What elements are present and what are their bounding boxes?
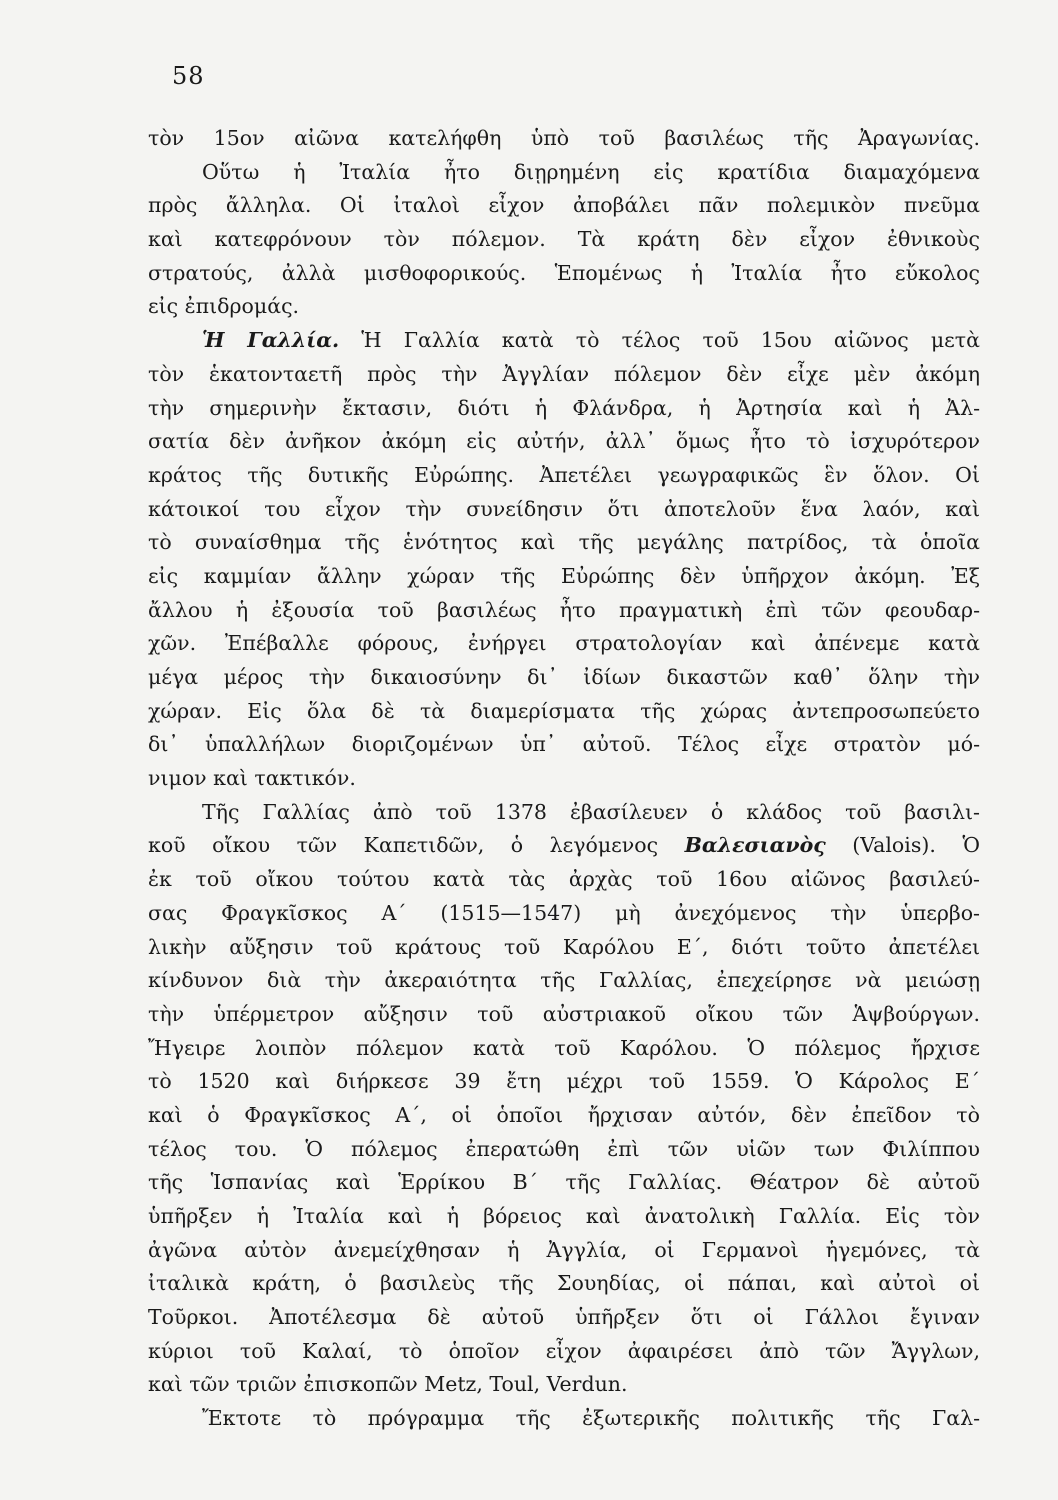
line-text: τὴν ὑπέρμετρον αὔξησιν τοῦ αὐστριακοῦ οἴκου τῶν Ἁψβούργων. — [148, 1001, 980, 1026]
line-text: νιμον καὶ τακτικόν. — [148, 766, 356, 791]
text-line — [148, 358, 980, 392]
text-line — [148, 1335, 980, 1369]
line-text: Ἔκτοτε τὸ πρόγραμμα τῆς ἐξωτερικῆς πολιτικῆς τῆς Γαλ- — [202, 1406, 980, 1431]
text-line — [148, 661, 980, 695]
line-text: λικὴν αὔξησιν τοῦ κράτους τοῦ Καρόλου Ε΄, διότι τοῦτο ἀπετέλει — [148, 934, 980, 959]
line-text: τὸν ἑκατονταετῆ πρὸς τὴν Ἀγγλίαν πόλεμον δὲν εἶχε μὲν ἀκόμη — [148, 361, 980, 386]
text-line — [148, 189, 980, 223]
line-text: Ἤγειρε λοιπὸν πόλεμον κατὰ τοῦ Καρόλου. Ὁ πόλεμος ἤρχισε — [148, 1035, 980, 1060]
text-line — [148, 560, 980, 594]
text-line — [148, 425, 980, 459]
text-line — [148, 392, 980, 426]
text-line — [148, 1200, 980, 1234]
line-text: ἰταλικὰ κράτη, ὁ βασιλεὺς τῆς Σουηδίας, οἱ πάπαι, καὶ αὐτοὶ οἱ — [148, 1271, 980, 1296]
line-text: καὶ τῶν τριῶν ἐπισκοπῶν Metz, Toul, Verdun. — [148, 1372, 628, 1397]
text-line — [148, 931, 980, 965]
page-number: 58 — [172, 62, 205, 90]
line-text: καὶ ὁ Φραγκῖσκος Α΄, οἱ ὁποῖοι ἤρχισαν αὐτόν, δὲν ἐπεῖδον τὸ — [148, 1102, 980, 1127]
text-line — [148, 493, 980, 527]
line-text: τὴν σημερινὴν ἔκτασιν, διότι ἡ Φλάνδρα, ἡ Ἀρτησία καὶ ἡ Ἀλ- — [148, 395, 980, 420]
line-text: κίνδυνον διὰ τὴν ἀκεραιότητα τῆς Γαλλίας, ἐπεχείρησε νὰ μειώσῃ — [148, 968, 980, 993]
line-text: στρατούς, ἀλλὰ μισθοφορικούς. Ἑπομένως ἡ Ἰταλία ἦτο εὔκολος — [148, 260, 980, 285]
text-line — [148, 695, 980, 729]
emphasized-name: Βαλεσιανὸς — [684, 833, 826, 858]
text-line — [148, 1368, 980, 1402]
text-line — [148, 1301, 980, 1335]
text-line — [148, 1234, 980, 1268]
line-text: χώραν. Εἰς ὅλα δὲ τὰ διαμερίσματα τῆς χώρας ἀντεπροσωπεύετο — [148, 698, 980, 723]
line-text: Οὕτω ἡ Ἰταλία ἦτο διῃρημένη εἰς κρατίδια διαμαχόμενα — [202, 159, 980, 184]
line-text: κάτοικοί του εἶχον τὴν συνείδησιν ὅτι ἀποτελοῦν ἕνα λαόν, καὶ — [148, 496, 980, 521]
text-line — [148, 594, 980, 628]
line-text: ἄλλου ἡ ἐξουσία τοῦ βασιλέως ἦτο πραγματικὴ ἐπὶ τῶν φεουδαρ- — [148, 597, 980, 622]
text-line — [148, 762, 980, 796]
line-text: τὸ συναίσθημα τῆς ἑνότητος καὶ τῆς μεγάλης πατρίδος, τὰ ὁποῖα — [148, 530, 980, 555]
line-text: χῶν. Ἐπέβαλλε φόρους, ἐνήργει στρατολογίαν καὶ ἀπένεμε κατὰ — [148, 631, 980, 656]
text-line — [148, 897, 980, 931]
line-text: τῆς Ἱσπανίας καὶ Ἑρρίκου Β΄ τῆς Γαλλίας. Θέατρον δὲ αὐτοῦ — [148, 1170, 980, 1195]
text-line — [148, 257, 980, 291]
line-text: εἰς ἐπιδρομάς. — [148, 294, 300, 319]
text-line — [148, 964, 980, 998]
body-text — [148, 122, 980, 1436]
text-line — [148, 796, 980, 830]
text-line — [148, 1267, 980, 1301]
text-line — [148, 122, 980, 156]
section-heading: Ἡ Γαλλία. — [202, 328, 340, 353]
text-line — [148, 829, 980, 863]
line-text: σατία δὲν ἀνῆκον ἀκόμη εἰς αὐτήν, ἀλλ᾿ ὅμως ἦτο τὸ ἰσχυρότερον — [148, 429, 980, 454]
text-line — [148, 1032, 980, 1066]
text-line — [148, 290, 980, 324]
text-line — [148, 156, 980, 190]
text-line — [148, 223, 980, 257]
line-text: εἰς καμμίαν ἄλλην χώραν τῆς Εὐρώπης δὲν ὑπῆρχον ἀκόμη. Ἐξ — [148, 563, 980, 588]
line-text: κράτος τῆς δυτικῆς Εὐρώπης. Ἀπετέλει γεωγραφικῶς ἓν ὅλον. Οἱ — [148, 462, 980, 487]
text-line — [148, 324, 980, 358]
line-text: Τῆς Γαλλίας ἀπὸ τοῦ 1378 ἐβασίλευεν ὁ κλάδος τοῦ βασιλι- — [202, 799, 980, 824]
line-text: καὶ κατεφρόνουν τὸν πόλεμον. Τὰ κράτη δὲν εἶχον ἐθνικοὺς — [148, 227, 980, 252]
line-text: τέλος του. Ὁ πόλεμος ἐπερατώθη ἐπὶ τῶν υἱῶν των Φιλίππου — [148, 1136, 980, 1161]
line-text: κύριοι τοῦ Καλαί, τὸ ὁποῖον εἶχον ἀφαιρέσει ἀπὸ τῶν Ἄγγλων, — [148, 1338, 980, 1363]
line-text: ἐκ τοῦ οἴκου τούτου κατὰ τὰς ἀρχὰς τοῦ 16ου αἰῶνος βασιλεύ- — [148, 867, 980, 892]
line-text: Ἡ Γαλλία κατὰ τὸ τέλος τοῦ 15ου αἰῶνος μετὰ — [339, 328, 980, 353]
line-text: τὸ 1520 καὶ διήρκεσε 39 ἔτη μέχρι τοῦ 1559. Ὁ Κάρολος Ε΄ — [148, 1069, 980, 1094]
text-line — [148, 1099, 980, 1133]
line-text: Τοῦρκοι. Ἀποτέλεσμα δὲ αὐτοῦ ὑπῆρξεν ὅτι οἱ Γάλλοι ἔγιναν — [148, 1305, 980, 1330]
text-line — [148, 459, 980, 493]
line-text: δι᾿ ὑπαλλήλων διοριζομένων ὑπ᾿ αὐτοῦ. Τέλος εἶχε στρατὸν μό- — [148, 732, 980, 757]
line-text: τὸν 15ον αἰῶνα κατελήφθη ὑπὸ τοῦ βασιλέως τῆς Ἀραγωνίας. — [148, 126, 980, 150]
line-text: ὑπῆρξεν ἡ Ἰταλία καὶ ἡ βόρειος καὶ ἀνατολικὴ Γαλλία. Εἰς τὸν — [148, 1204, 980, 1228]
text-line — [148, 728, 980, 762]
line-text-continued: (Valois). Ὁ — [825, 833, 980, 858]
text-line — [148, 863, 980, 897]
text-line — [148, 1065, 980, 1099]
line-text: πρὸς ἄλληλα. Οἱ ἰταλοὶ εἶχον ἀποβάλει πᾶν πολεμικὸν πνεῦμα — [148, 193, 980, 218]
line-text: σας Φραγκῖσκος Α΄ (1515—1547) μὴ ἀνεχόμενος τὴν ὑπερβο- — [148, 900, 980, 925]
line-text: κοῦ οἴκου τῶν Καπετιδῶν, ὁ λεγόμενος — [148, 833, 685, 858]
line-text: μέγα μέρος τὴν δικαιοσύνην δι᾿ ἰδίων δικαστῶν καθ᾿ ὅλην τὴν — [148, 665, 980, 689]
text-line — [148, 526, 980, 560]
text-line — [148, 1402, 980, 1436]
text-line — [148, 627, 980, 661]
line-text: ἀγῶνα αὐτὸν ἀνεμείχθησαν ἡ Ἀγγλία, οἱ Γερμανοὶ ἡγεμόνες, τὰ — [148, 1237, 980, 1262]
text-line — [148, 1166, 980, 1200]
text-line — [148, 1133, 980, 1167]
text-line — [148, 998, 980, 1032]
